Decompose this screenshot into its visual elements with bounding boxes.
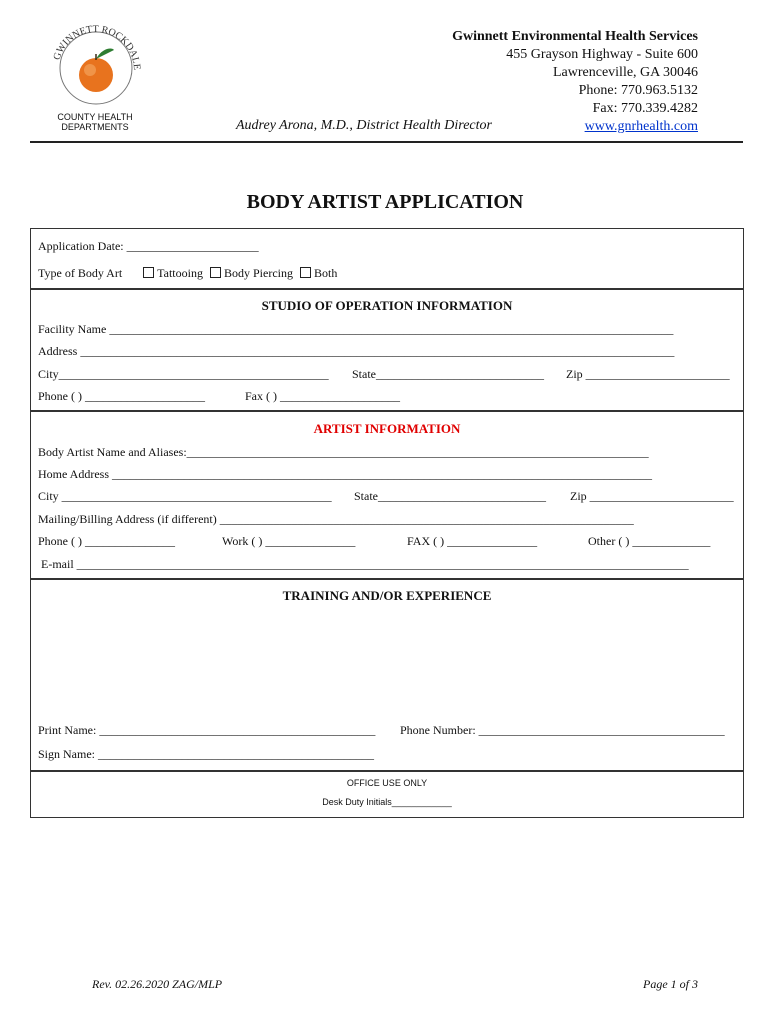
studio-address-field[interactable]: Address ___________________________________________________________________________________________________ bbox=[38, 344, 675, 358]
artist-other-field[interactable]: Other ( ) _____________ bbox=[588, 534, 711, 548]
body-piercing-checkbox[interactable] bbox=[210, 267, 221, 278]
studio-phone-field[interactable]: Phone ( ) ____________________ bbox=[38, 389, 205, 403]
org-address2: Lawrenceville, GA 30046 bbox=[552, 65, 698, 80]
org-address1: 455 Grayson Highway - Suite 600 bbox=[506, 47, 698, 62]
artist-section-title: ARTIST INFORMATION bbox=[313, 421, 461, 436]
revision-note: Rev. 02.26.2020 ZAG/MLP bbox=[92, 977, 223, 991]
logo-caption-line2: DEPARTMENTS bbox=[61, 122, 129, 132]
tattooing-label: Tattooing bbox=[157, 266, 203, 280]
training-text-area[interactable] bbox=[37, 609, 735, 713]
page-number: Page 1 of 3 bbox=[643, 977, 698, 991]
training-section-title: TRAINING AND/OR EXPERIENCE bbox=[282, 588, 492, 603]
artist-zip-field[interactable]: Zip ________________________ bbox=[570, 489, 734, 503]
artist-section bbox=[30, 410, 744, 580]
org-fax: Fax: 770.339.4282 bbox=[592, 101, 698, 116]
application-type-section bbox=[30, 228, 744, 290]
artist-work-field[interactable]: Work ( ) _______________ bbox=[222, 534, 356, 548]
director-name: Audrey Arona, M.D., District Health Director bbox=[236, 118, 492, 133]
peach-logo-icon bbox=[46, 20, 146, 120]
office-use-section bbox=[30, 770, 744, 818]
page-title: BODY ARTIST APPLICATION bbox=[246, 191, 524, 213]
logo-arc-text: GWINNETT ROCKDALE bbox=[51, 23, 143, 71]
sign-name-field[interactable]: Sign Name: ______________________________________________ bbox=[38, 747, 374, 761]
facility-name-field[interactable]: Facility Name ______________________________________________________________________________________________ bbox=[38, 322, 674, 336]
studio-section bbox=[30, 288, 744, 412]
artist-state-field[interactable]: State____________________________ bbox=[354, 489, 546, 503]
office-use-title: OFFICE USE ONLY bbox=[346, 778, 428, 788]
studio-section-title: STUDIO OF OPERATION INFORMATION bbox=[261, 298, 513, 313]
org-phone: Phone: 770.963.5132 bbox=[578, 83, 698, 98]
artist-name-field[interactable]: Body Artist Name and Aliases:_____________________________________________________________________________ bbox=[38, 445, 649, 459]
studio-city-field[interactable]: City_____________________________________________ bbox=[38, 367, 329, 381]
mailing-address-field[interactable]: Mailing/Billing Address (if different) _____________________________________________________________________ bbox=[38, 512, 634, 526]
artist-fax-field[interactable]: FAX ( ) _______________ bbox=[407, 534, 538, 548]
tattooing-checkbox[interactable] bbox=[143, 267, 154, 278]
studio-zip-field[interactable]: Zip ________________________ bbox=[566, 367, 730, 381]
training-section bbox=[30, 578, 744, 772]
application-date-field[interactable]: Application Date: ______________________ bbox=[38, 239, 259, 253]
type-label: Type of Body Art bbox=[38, 266, 123, 280]
studio-state-field[interactable]: State____________________________ bbox=[352, 367, 544, 381]
desk-duty-initials-field[interactable]: Desk Duty Initials____________ bbox=[322, 797, 452, 807]
org-name: Gwinnett Environmental Health Services bbox=[452, 29, 698, 44]
website-link[interactable]: www.gnrhealth.com bbox=[584, 119, 698, 134]
logo-caption-line1: COUNTY HEALTH bbox=[57, 112, 133, 122]
artist-email-field[interactable]: E-mail ______________________________________________________________________________________________________ bbox=[41, 557, 689, 571]
body-piercing-label: Body Piercing bbox=[223, 266, 293, 280]
home-address-field[interactable]: Home Address __________________________________________________________________________________________ bbox=[38, 467, 652, 481]
logo-caption bbox=[40, 112, 150, 132]
header-divider bbox=[30, 141, 743, 143]
both-label: Both bbox=[313, 266, 338, 280]
artist-city-field[interactable]: City _____________________________________________ bbox=[38, 489, 332, 503]
phone-number-field[interactable]: Phone Number: _________________________________________ bbox=[400, 723, 725, 737]
both-checkbox[interactable] bbox=[300, 267, 311, 278]
print-name-field[interactable]: Print Name: ______________________________________________ bbox=[38, 723, 376, 737]
studio-fax-field[interactable]: Fax ( ) ____________________ bbox=[245, 389, 400, 403]
type-of-body-art bbox=[38, 266, 337, 281]
artist-phone-field[interactable]: Phone ( ) _______________ bbox=[38, 534, 175, 548]
